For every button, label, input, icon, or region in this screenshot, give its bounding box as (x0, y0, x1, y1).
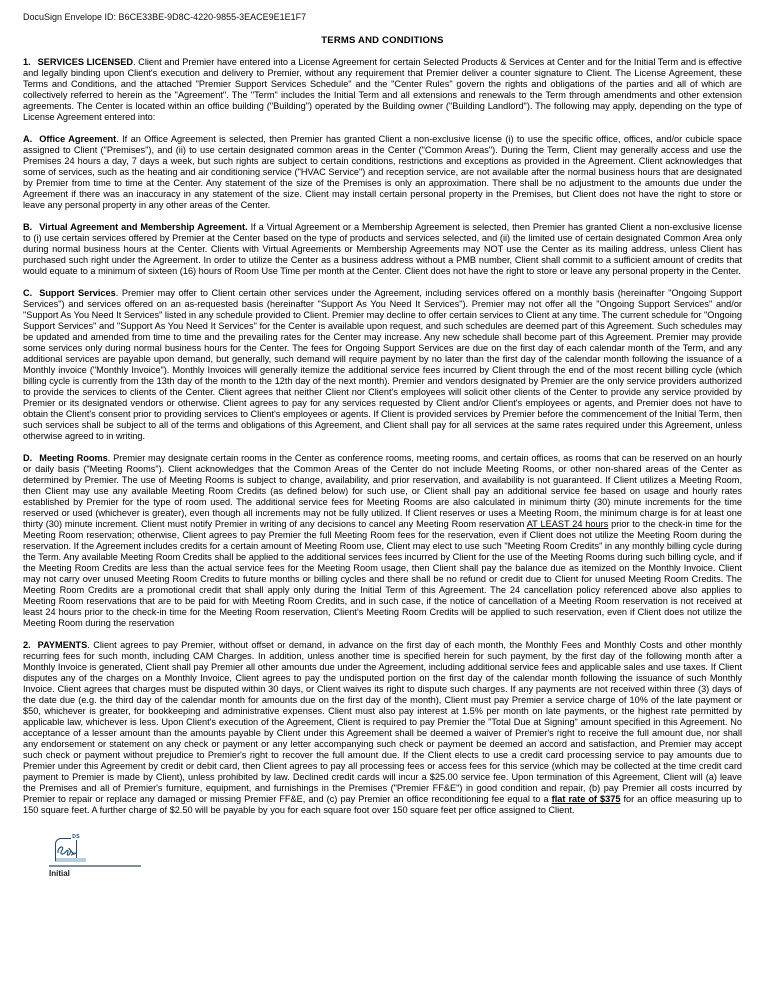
section-number: C. (23, 288, 33, 298)
section-meeting-rooms (23, 453, 742, 629)
section-number: A. (23, 134, 33, 144)
section-body: . Client and Premier have entered into a License Agreement for certain Selected Products & Services at Center and for the Initial Term and is effective and legally binding upon Client's execution and delivery to Premier, without any requirement that Premier deliver a counter signature to Client. The License Agreement, these Terms and Conditions, and the attached "Premier Support Services Schedule" and the "Center Rules" govern the rights and obligations of the parties and all of which are collectively referred to herein as the "Agreement". The "Term" includes the Initial Term and all extensions and renewals to the Term through amendments and other extension agreements. The Center is located within an office building ("Building") operated by the Building owner ("Building Landlord"). The following may apply, depending on the type of License Agreement entered into: (23, 57, 743, 122)
initial-field[interactable] (49, 836, 141, 884)
section-number: 1. (23, 57, 31, 67)
envelope-id: DocuSign Envelope ID: B6CE33BE-9D8C-4220-9855-3EACE9E1E1F7 (23, 12, 307, 22)
section-heading: Meeting Rooms (39, 453, 108, 463)
section-support-services (23, 288, 742, 442)
initial-label: Initial (49, 869, 70, 878)
section-heading: Office Agreement (39, 134, 117, 144)
bold-underlined-phrase: flat rate of $375 (551, 794, 621, 804)
section-heading: PAYMENTS (37, 640, 88, 650)
section-heading: Support Services (39, 288, 116, 298)
section-services-licensed (23, 57, 742, 123)
section-office-agreement (23, 134, 742, 211)
section-body: . Premier may offer to Client certain other services under the Agreement, including services offered on a monthly basis (hereinafter "Ongoing Support Services") and services offered on an as-requested basis (hereinafter "Support As You Need It Services"). Premier may not offer all the "Ongoing Support Services" and/or "Support As You Need It Services" listed in any schedule provided to Client. Premier may decline to offer certain services to Client at any time. The current schedule for "Ongoing Support Services" and "Support As You Need It Services" for the Center is available upon request, and such schedules are deemed part of this Agreement. Such schedules may be updated and amended from time to time and the prevailing rates for the Center may increase. Any new schedule shall become part of this Agreement. Premier may provide some services only during normal business hours for the Center. The fees for Ongoing Support Services are due on the first day of each calendar month of the Term, and any additional services are payable upon demand, but generally, such demand will require payment by no later than the first day of the calendar month following the issuance of a Monthly invoice ("Monthly Invoice"). Monthly Invoices will generally itemize the additional service fees incurred by Client through the end of the most recent billing cycle (which billing cycle is currently from the 13th day of the month to the 12th day of the next month). Premier and vendors designated by Premier are the only service providers authorized to provide the services to clients of the Center. Client agrees that neither Client nor Client's employees will solicit other clients of the Center to provide any service provided by Premier or its designated vendors or otherwise. Client agrees to pay for any services requested by Client and/or Client's employees or agents, and Premier does not have to obtain the Client's consent prior to providing services to Client's employees or agents. If Client is provided services by Premier before the commencement of the Initial Term, then such services shall be subject to all of the terms and obligations of this Agreement, and Client shall pay for all services at the same rates required under this Agreement, unless otherwise agreed to in writing. (23, 288, 742, 441)
section-body: prior to the check-in time for the Meeting Room reservation; otherwise, Client agrees to pay Premier the full Meeting Room fees for the reservation, even if Client does not utilize the Meeting Room during the reservation. If the Agreement includes credits for a certain amount of Meeting Room use, Client may elect to use such "Meeting Room Credits" in any monthly billing cycle during the Term. Any available Meeting Room Credits shall be applied to the additional services fees incurred by Client for the use of the Meeting Rooms during such billing cycle, and if the Meeting Room Credits are less than the actual service fees for the Meeting Room usage, then Client shall pay the balance due as itemized on the Monthly Invoice. Client may not carry over unused Meeting Room Credits to future months or billing cycles and there shall be no refund or credit due to Client for unused Meeting Room Credits. The Meeting Room Credits are a promotional credit that shall apply only during the Initial Term of this Agreement. The 24 cancellation policy referenced above also applies to Meeting Room reservations that are to be paid for with Meeting Room Credits, and in such case, if the notice of cancellation of a Meeting Room reservation is not received at least 24 hours prior to the check-in time for the Meeting Room reservation, Client's Meeting Room Credits will be applied to such reservation, even if Client does not utilize the Meeting Room during the reservation (23, 519, 742, 628)
section-heading: SERVICES LICENSED (37, 57, 134, 67)
initials-signature-icon (56, 843, 78, 858)
initial-underline (49, 865, 141, 867)
section-body: for an office measuring up to 150 square feet. A further charge of $2.50 will be payable by you for each square foot over 150 square feet per office assigned to Client. (23, 794, 743, 815)
section-body: If a Virtual Agreement or a Membership Agreement is selected, then Premier has granted Client a non-exclusive license to (i) use certain services offered by Premier at the Center based on the type of products and services selected, and (ii) the limited use of certain designated Common Area only during normal business hours at the Center. Clients with Virtual Agreements or Membership Agreements may NOT use the Center as its mailing address, unless Client has purchased such right under the Agreement. In order to utilize the Center as a business address without a PMB number, Client shall commit to a sufficient amount of credits that would equate to a minimum of sixteen (16) hours of Room Use Time per month at the Center. Client does not have the right to store or leave any personal property in the Center. (23, 222, 743, 276)
section-number: D. (23, 453, 33, 463)
section-number: B. (23, 222, 33, 232)
page-title: TERMS AND CONDITIONS (321, 35, 444, 46)
underlined-phrase: AT LEAST 24 hours (526, 519, 609, 529)
section-body: . If an Office Agreement is selected, then Premier has granted Client a non-exclusive license (i) to use the specific office, offices, and/or cubicle space assigned to Client ("Premises"), and (ii) to use certain designated common areas in the Center ("Common Areas"). During the Term, Client may generally access and use the Premises 24 hours a day, 7 days a week, but such rights are subject to certain conditions, restrictions and exceptions as provided in the Agreement. Client acknowledges that some of services, such as the heating and air conditioning service ("HVAC Service") and reception service, are not available after the normal business hours that are designated by Premier from time to time at the Center. Any statement of the size of the Premises is only an approximation. There shall be no adjustment to the amounts due under the Agreement if there was an inaccuracy in any statement of the size. Client may install certain personal property in the Premises, but Client does not have the right to store or leave any personal property in any other areas of the Center. (23, 134, 742, 210)
section-body: . Premier may designate certain rooms in the Center as conference rooms, meeting rooms, and certain offices, as rooms that can be reserved on an hourly or daily basis ("Meeting Rooms"). Client acknowledges that the Common Areas of the Center do not include Meeting Rooms, or other non-shared areas of the Center as determined by Premier. The use of Meeting Rooms is subject to change, availability, and prior reservation, and availability is not guaranteed. If Client utilizes a Meeting Room, then Client may use any available Meeting Room Credits (as defined below) for such use, or Client shall pay an additional service fee based on usage and hourly rates established by Premier for the type of room used. The additional service fees for Meeting Rooms are also calculated in minimum thirty (30) minute increments for the time reserved or used (whichever is greater), even though all increments may not be fully utilized. If Client reserves or uses a Meeting Room, the minimum charge is for at least one thirty (30) minute increment. Client must notify Premier in writing of any decisions to cancel any Meeting Room reservation (23, 453, 742, 529)
section-virtual-membership-agreement (23, 222, 742, 277)
docusign-ds-logo: DS (72, 834, 80, 840)
section-payments (23, 640, 742, 816)
docusign-initial-stamp[interactable] (55, 834, 80, 862)
section-number: 2. (23, 640, 31, 650)
initial-highlight-bar (56, 858, 86, 862)
section-body: . Client agrees to pay Premier, without offset or demand, in advance on the first day of each month, the Monthly Fees and Monthly Costs and other monthly recurring fees for such month, including CAM Charges. In addition, unless another time is specified herein for such payment, by the first day of the following month after a Monthly Invoice is generated, Client shall pay Premier all other amounts due under the Agreement, including additional service fees and applicable sales and use taxes. If Client disputes any of the charges on a Monthly Invoice, Client agrees to pay the undisputed portion on the first day of the calendar month following the issuance of such Monthly Invoice. Client agrees that charges must be disputed within 30 days, or Client waives its right to dispute such charges. If any payments are not received within three (3) days of the date due (e.g. the third day of the calendar month for amounts due on the first day of the month), Client must pay Premier a service charge of 10% of the late payment or $50, whichever is greater, for bookkeeping and administrative expenses. Client must also pay interest at 1.5% per month on late payments, or the highest rate permitted by applicable law, whichever is less. Upon Client's execution of the Agreement, Client is required to pay Premier the "Total Due at Signing" amount specified in this Agreement. No acceptance of a lesser amount than the amounts payable by Client under this Agreement shall be deemed a waiver of Premier's right to receive the full amount due, nor shall any endorsement or statement on any check or payment or any letter accompanying such check or payment be deemed an accord and satisfaction, and Premier may accept such check or payment without prejudice to Premier's right to recover the full amount due. If the Client elects to use a credit card processing service to pay amounts due to Premier under this Agreement by credit or debit card, then Client agrees to pay all processing fees or access fees for this service (which may be collected at the time credit card payment to Premier is made by Client), unless prohibited by law. Declined credit cards will incur a $25.00 service fee. Upon termination of this Agreement, Client will (a) leave the Premises and all of Premier's furniture, equipment, and furnishings in the Premises ("Premier FF&E") in good condition and repair, (b) pay Premier all costs incurred by Premier to repair or replace any damaged or missing Premier FF&E, and (c) pay Premier an office reconditioning fee equal to a (23, 640, 742, 804)
section-heading: Virtual Agreement and Membership Agreement. (39, 222, 248, 232)
